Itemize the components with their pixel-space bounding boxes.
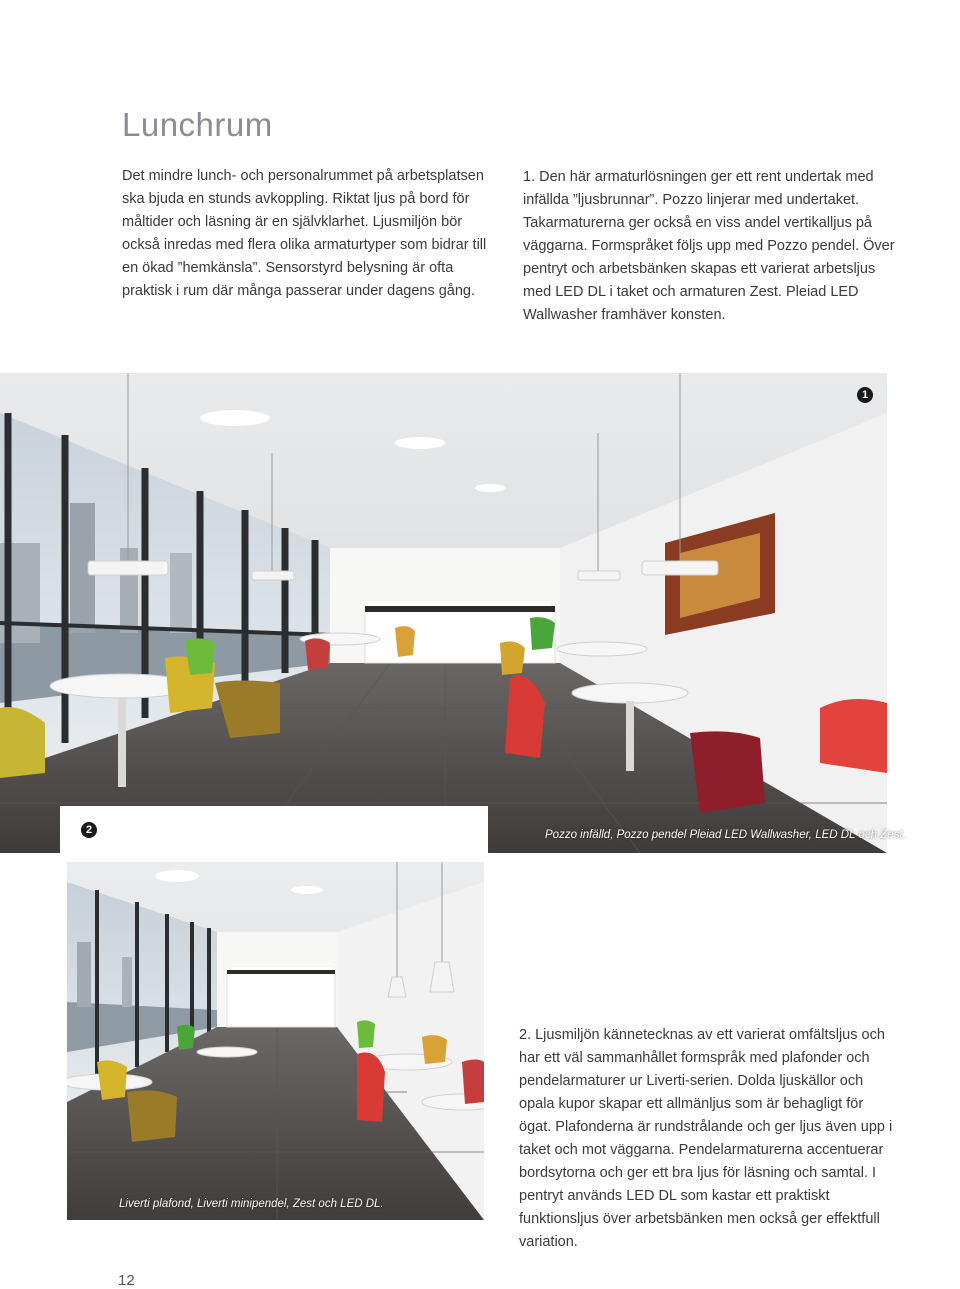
page-title: Lunchrum [122,106,273,143]
photo-badge-1: 1 [857,387,873,403]
description-1: 1. Den här armaturlösningen ger ett rent undertak med infällda ”ljusbrunnar”. Pozzo linjerar med undertaket. Takarmaturerna ger också en viss andel vertikalljus på väggarna. Formspråket följs upp med Pozzo pendel. Över pentryt och arbetsbänken skapas ett varierat arbetsljus med LED DL i taket och armaturen Zest. Pleiad LED Wallwasher framhäver konsten. [523,169,895,323]
photo-caption-1: Pozzo infälld, Pozzo pendel Pleiad LED Wallwasher, LED DL och Zest. [545,829,906,841]
photo-frame [60,806,488,866]
photo-lunchroom-2 [67,862,484,1220]
photo-caption-2: Liverti plafond, Liverti minipendel, Zest och LED DL. [119,1198,384,1210]
page-number: 12 [118,1272,135,1289]
photo-badge-2: 2 [81,822,97,838]
photo-lunchroom-1 [0,373,887,853]
description-2: 2. Ljusmiljön kännetecknas av ett varierat omfältsljus och har ett väl sammanhållet formspråk med plafonder och pendelarmaturer ur Liverti-serien. Dolda ljuskällor och opala kupor skapar ett allmänljus som är behagligt för ögat. Plafonderna är rundstrålande och ger ljus även upp i taket och mot väggarna. Pendelarmaturerna accentuerar bordsytorna och ger ett bra ljus för läsning och samtal. I pentryt används LED DL som kastar ett praktiskt funktionsljus över arbetsbänken men också ger effektfull variation. [519,1027,893,1250]
intro-text: Det mindre lunch- och personalrummet på arbetsplatsen ska bjuda en stunds avkoppling. Riktat ljus på bord för måltider och läsning är en självklarhet. Ljusmiljön bör också inredas med flera olika armaturtyper som bidrar till en ökad ”hemkänsla”. Sensorstyrd belysning är ofta praktisk i rum där många passerar under dagens gång. [122,168,487,299]
